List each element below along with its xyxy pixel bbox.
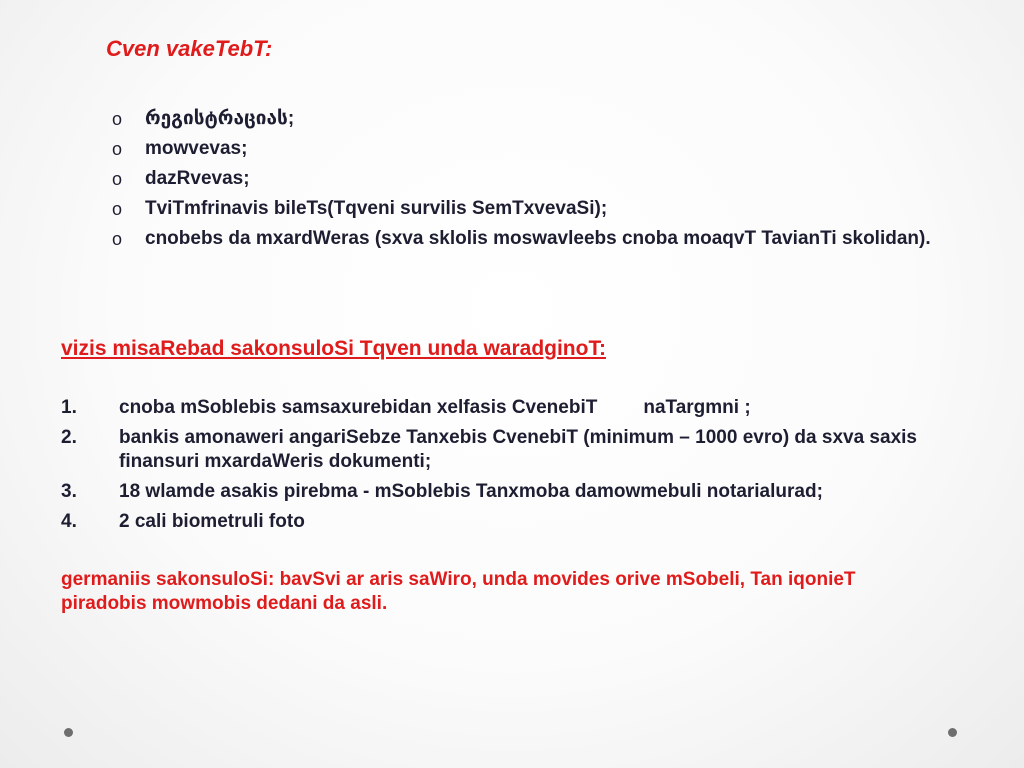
bullet-marker: o [112,229,123,249]
list-item [112,226,942,252]
list-item [112,136,942,162]
slide-title: Cven vakeTebT: [106,36,273,61]
list-item [112,196,942,222]
list-item-text: რეგისტრაციას; [145,108,295,129]
list-item-text: mowvevas; [145,138,248,159]
list-item-text: dazRvevas; [145,168,250,189]
corner-dot-right [948,728,957,737]
list-item-text: cnobebs da mxardWeras (sxva sklolis moswavleebs cnoba moaqvT TavianTi skolidan). [145,228,931,249]
list-item-text: 18 wlamde asakis pirebma - mSoblebis Tanxmoba damowmebuli notarialurad; [119,481,823,502]
list-item [61,396,961,420]
list-item [112,166,942,192]
list-item [61,426,961,474]
list-item-text: bankis amonaweri angariSebze Tanxebis CvenebiT (minimum – 1000 evro) da sxva saxis finansuri mxardaWeris dokumenti; [119,427,917,472]
bullet-marker: o [112,109,123,129]
list-number: 1. [61,397,77,418]
requirements-list [61,396,961,540]
list-item [112,106,942,132]
bullet-marker: o [112,169,123,189]
list-item-text: 2 cali biometruli foto [119,511,305,532]
list-item-text: TviTmfrinavis bileTs(Tqveni survilis SemTxvevaSi); [145,198,608,219]
services-list [112,106,942,256]
bullet-marker: o [112,199,123,219]
list-item [61,480,961,504]
list-item [61,510,961,534]
list-item-text-continued: naTargmni ; [643,397,751,418]
list-item-text: cnoba mSoblebis samsaxurebidan xelfasis CvenebiT [119,397,598,418]
list-number: 4. [61,511,77,532]
list-number: 3. [61,481,77,502]
bullet-marker: o [112,139,123,159]
consulate-note: germaniis sakonsuloSi: bavSvi ar aris saWiro, unda movides orive mSobeli, Tan iqonieT piradobis mowmobis dedani da asli. [61,569,856,614]
corner-dot-left [64,728,73,737]
section-heading: vizis misaRebad sakonsuloSi Tqven unda waradginoT: [61,337,606,360]
list-number: 2. [61,427,77,448]
